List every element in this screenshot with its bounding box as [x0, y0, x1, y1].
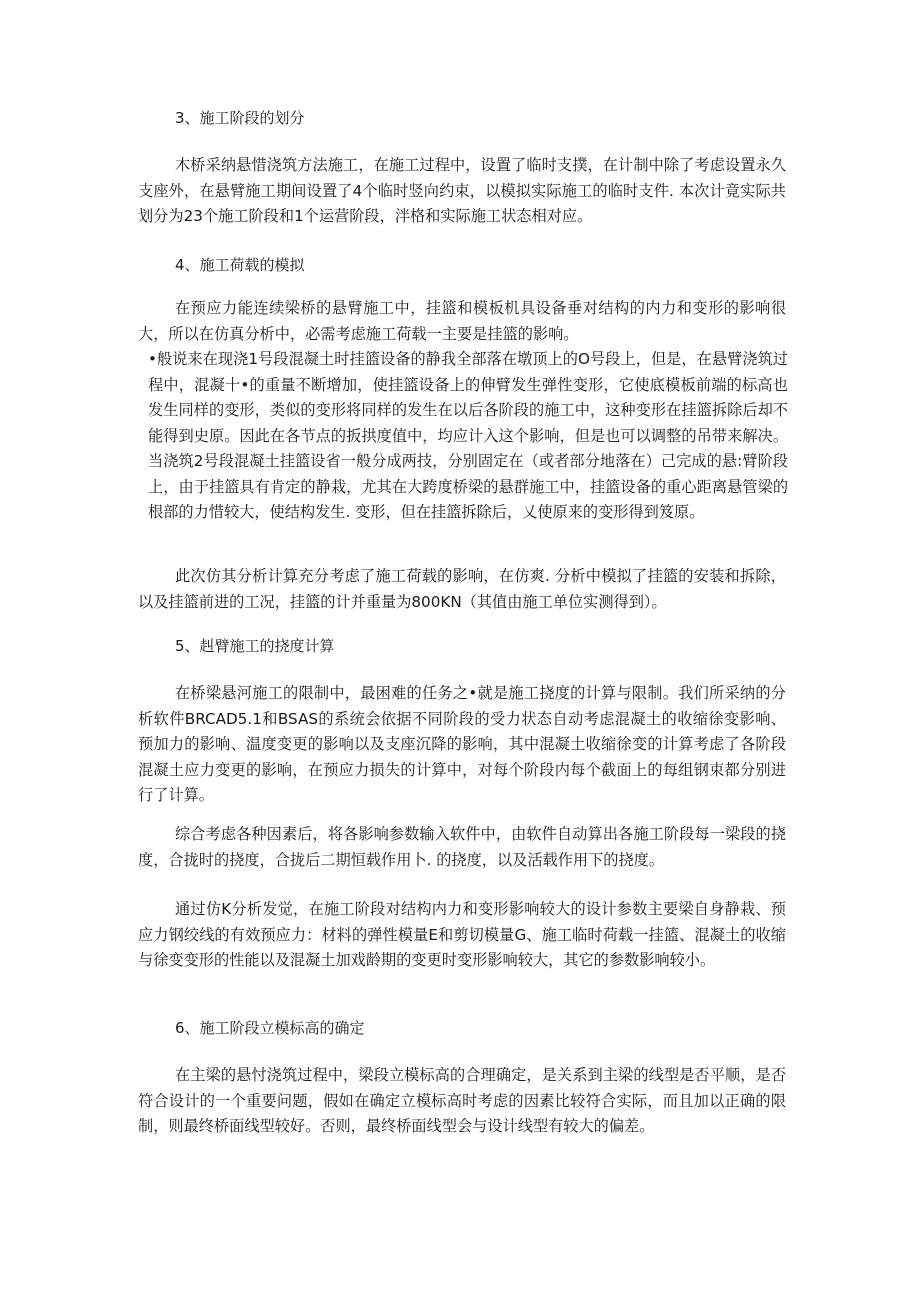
section-4-paragraph-3: 此次仿其分析计算充分考虑了施工荷载的影响，在仿爽. 分析中模拟了挂篮的安装和拆除，以及挂篮前进的工况，挂篮的计并重量为800KN（其值由施工单位实测得到）。: [138, 567, 786, 611]
section-5-paragraph-2: 综合考虑各种因素后，将各影响参数输入软件中，由软件自动算出各施工阶段每一梁段的挠度，合拢时的挠度，合拢后二期恒载作用卜. 的挠度，以及活载作用下的挠度。: [138, 825, 786, 869]
section-6-paragraph-1: 在主梁的悬忖浇筑过程中，梁段立模标高的合理确定，是关系到主梁的线型是否平顺，是否符合设计的一个重要问题，假如在确定立模标高时考虑的因素比较符合实际，而且加以正确的限制，则最终桥面线型较好。否则，最终桥面线型会与设计线型有较大的偏差。: [138, 1066, 786, 1135]
section-4-paragraph-1: 在预应力能连续梁桥的悬臂施工中，挂篮和模板机具设备垂对结构的内力和变形的影响很大，所以在仿真分析中，必需考虑施工荷载一主要是挂篮的影响。: [138, 299, 786, 343]
section-5-heading: 5、赳臂施工的挠度计算: [175, 637, 335, 655]
section-6-heading: 6、施工阶段立模标高的确定: [175, 1019, 365, 1037]
section-3-paragraph-1: 木桥采纳悬惜浇筑方法施工，在施工过程中，设置了临时支撲，在计制中除了考虑设置永久支座外，在悬臂施工期间设置了4个临时竖向约束，以模拟实际施工的临时支件. 本次计竟实际共划分为23个施工阶段和1个运营阶段，泮格和实际施工状态相对应。: [138, 156, 786, 225]
section-3-heading: 3、施工阶段的划分: [175, 109, 305, 127]
section-5-paragraph-1: 在桥梁悬河施工的限制中，最困难的任务之•就是施工挠度的计算与限制。我们所采纳的分析软件BRCAD5.1和BSAS的系统会依据不同阶段的受力状态自动考虑混凝土的收缩徐变影响、预加力的影响、温度变更的影响以及支座沉降的影响，其中混凝土收缩徐变的计算考虑了各阶段混凝土应力变更的影响，在预应力损失的计算中，对每个阶段内每个截面上的每组钢束都分别进行了计算。: [138, 684, 786, 804]
section-4-paragraph-2: •般说来在现浇1号段混凝土时挂篮设备的静我全部落在墩顶上的O号段上，但是，在悬臂浇筑过程中，混凝十•的重量不断增加，使挂篮设备上的伸臂发生弹性变形，它使底模板前端的标高也发生同样的变形，类似的变形将同样的发生在以后各阶段的施工中，这种变形在挂篮拆除后却不能得到史原。因此在各节点的扳拱度值中，均应计入这个影响，但是也可以调整的吊带来解决。当浇筑2号段混凝土挂篮设省一般分成两技，分别固定在（或者部分地落在）己完成的悬:臂阶段上，由于挂篮具有肯定的静栽，尤其在大跨度桥梁的悬群施工中，挂篮设备的重心距离悬管梁的根部的力惜较大，使结构发生. 变形，但在挂篮拆除后，乂使原来的变形得到笈原。: [148, 350, 788, 521]
section-5-paragraph-3: 通过仿K分析发觉，在施工阶段对结构内力和变形影响较大的设计参数主要梁自身静栽、预应力钢绞线的有效预应力：材料的弹性模量E和剪切模量G、施工临时荷载一挂篮、混凝土的收缩与徐变变形的性能以及混凝土加戏龄期的变更时变形影响较大，其它的参数影响较小。: [138, 900, 786, 969]
section-4-heading: 4、施工荷载的模拟: [175, 256, 305, 274]
